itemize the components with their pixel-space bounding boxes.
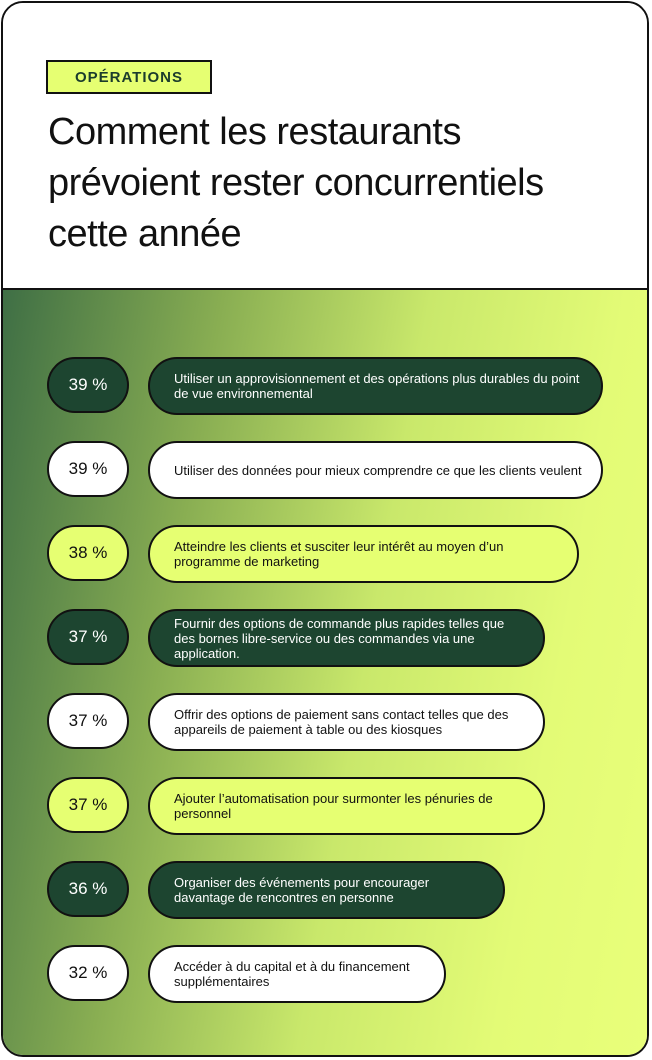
percent-badge: 32 % [47,945,129,1001]
header-section [3,3,647,290]
item-label: Atteindre les clients et susciter leur intérêt au moyen d’un programme de marketing [148,525,579,583]
item-label: Ajouter l’automatisation pour surmonter les pénuries de personnel [148,777,545,835]
item-label: Accéder à du capital et à du financement supplémentaires [148,945,446,1003]
infographic-card [1,1,649,1057]
list-item [47,441,607,501]
list-item [47,861,607,921]
list-item [47,945,607,1005]
list-item [47,777,607,837]
item-label: Offrir des options de paiement sans contact telles que des appareils de paiement à table ou des kiosques [148,693,545,751]
list-item [47,357,607,417]
list-item [47,525,607,585]
percent-badge: 36 % [47,861,129,917]
item-label: Organiser des événements pour encourager davantage de rencontres en personne [148,861,505,919]
percent-badge: 39 % [47,357,129,413]
category-tag: OPÉRATIONS [46,60,212,94]
item-label: Utiliser un approvisionnement et des opérations plus durables du point de vue environnemental [148,357,603,415]
percent-badge: 37 % [47,609,129,665]
percent-badge: 39 % [47,441,129,497]
page-title: Comment les restaurants prévoient rester concurrentiels cette année [48,111,544,255]
item-label: Fournir des options de commande plus rapides telles que des bornes libre-service ou des commandes via une application. [148,609,545,667]
list-item [47,693,607,753]
percent-badge: 38 % [47,525,129,581]
statistics-list [3,290,647,1057]
item-label: Utiliser des données pour mieux comprendre ce que les clients veulent [148,441,603,499]
percent-badge: 37 % [47,693,129,749]
percent-badge: 37 % [47,777,129,833]
list-item [47,609,607,669]
